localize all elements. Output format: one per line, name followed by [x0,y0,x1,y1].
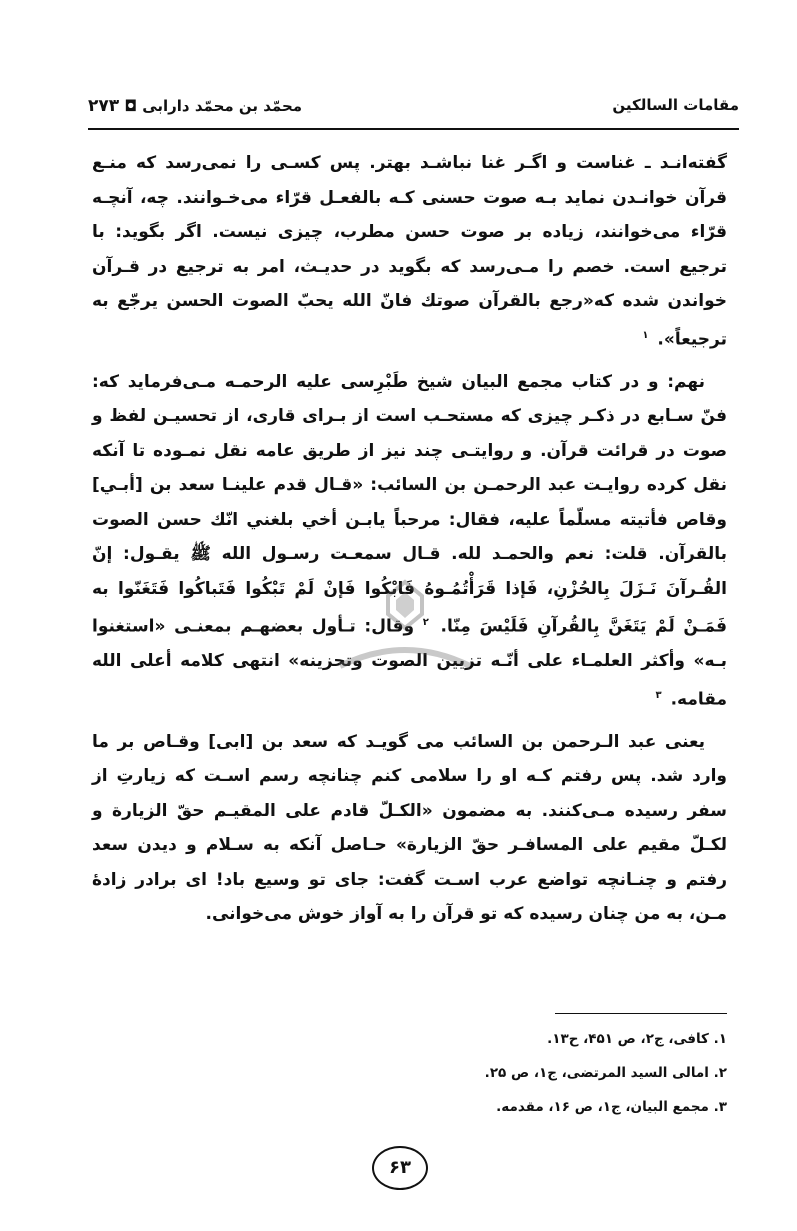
footnote-item: ۳. مجمع البیان، ج۱، ص ۱۶، مقدمه. [496,1099,727,1115]
paragraph-text: گفته‌انـد ـ غناست و اگـر غنا نباشـد بهتر. پس کسـی را نمی‌رسد که منـع قرآن خوانـدن نماید بـه صوت حسنی کـه بالفعـل قرّاء می‌خـوانند. چه، آنچـه قرّاء می‌خوانند، زیاده بر صوت حسن مطرب، چیزی نیست. اگر بگوید: با ترجیع است. خصم را مـی‌رسد که بگوید در حدیـث، امر به ترجیع در قـرآن خواندن شده که«رجع بالقرآن صوتك فانّ الله يحبّ الصوت الحسن يرجّع به ترجيعاً». [92,153,727,350]
author-name: محمّد بن محمّد دارابی [142,97,303,115]
paragraph-text: نهم: و در کتاب مجمع البيان شيخ طَبْرِسی علیه الرحمـه مـی‌فرماید که: فنّ سـابع در ذکـر چیزی که مستحـب است از بـرای قاری، از تحسیـن لفظ و صوت در قرائت قرآن. و روایتـی چند نیز از طریق عامه نقل نمـوده تا آنکه نقل کرده روایـت عبد الرحمـن بن السائب: «قـال قدم علينـا سعد بن [أبـي] وقاص فأتيته مسلّماً عليه، فقال: مرحباً يابـن أخي بلغني انّك حسن الصوت بالقرآن. قلت: نعم والحمـد لله. قـال سمعـت رسـول الله ﷺ يقـول: إنّ القُـرآنَ نَـزَلَ بِالحُزْنِ، فَإذا قَرَأْتُمُـوهُ فَابْكُوا فَإنْ لَمْ تَبْكُوا فَتَباكُوا فَتَغَنّوا به فَمَـنْ لَمْ يَتَغَنَّ بِالقُرآنِ فَلَيْسَ مِنّا. [92,371,728,637]
footnotes [92,1022,727,1124]
original-page-ref: ۲۷۳ [88,96,120,116]
running-header [88,90,739,122]
paragraph [92,365,727,717]
footnote-item: ۲. امالی السید المرتضی، ج۱، ص ۲۵. [484,1065,727,1081]
paragraph-text: یعنی عبد الـرحمن بن السائب می گویـد که سعد بن [ابی] وقـاص بر ما وارد شد. پس رفتم کـه او را سلامی کنم چنانچه رسم اسـت که زیارتِ از سفر رسیده مـی‌کنند. به مضمون «الكـلّ قادم على المقيـم حقّ الزيارة و لكـلّ مقيم على المسافـر حقّ الزيارة» حـاصل آنکه به سـلام و دیدن سعد رفتم و چنـانچه تواضع عرب اسـت گفت: جای تو وسیع باد! ای برادر زادهٔ مـن، به من چنان رسیده که تو قرآن را به آواز خوش می‌خوانی. [92,731,727,925]
page-ref-marker-icon: ◘ [119,97,137,115]
header-divider [88,128,739,130]
paragraph [92,725,727,932]
paragraph-text: وقال: تـأول بعضهـم بمعنـی «استغنوا بـه» وأكثر العلمـاء على أنّـه تزيين الصوت وتحزينه» انتهى كلامه أعلى الله مقامه. [92,616,727,710]
footnote-item: ۱. کافی، ج۲، ص ۴۵۱، ح۱۳. [547,1031,727,1047]
book-title: مقامات السالکین [612,96,739,114]
running-subtitle [88,96,302,116]
paragraph [92,146,727,357]
footnote-ref[interactable]: ۱ [642,329,649,341]
footnote-divider [555,1013,727,1014]
footnote-ref[interactable]: ۲ [422,617,429,629]
page-number: ۶۳ [372,1146,428,1190]
main-text [92,146,727,940]
footnote-ref[interactable]: ۳ [655,689,662,701]
